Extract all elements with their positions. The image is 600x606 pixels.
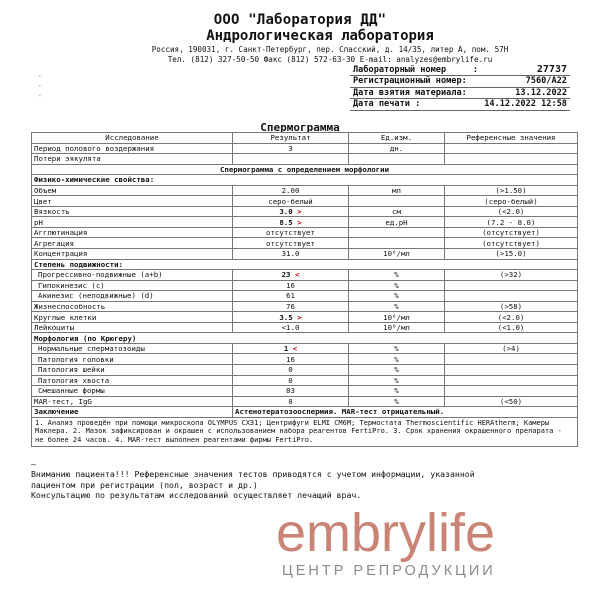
result-value: 83 bbox=[286, 386, 295, 396]
reference-cell bbox=[445, 375, 578, 386]
result-cell bbox=[233, 312, 349, 323]
meta-sep bbox=[470, 76, 481, 88]
results-table bbox=[31, 132, 578, 447]
meta-label: Дата печати : bbox=[350, 99, 470, 111]
test-name: Нормальные сперматозоиды bbox=[32, 343, 233, 354]
unit-cell bbox=[349, 238, 445, 249]
reference-cell: (>58) bbox=[445, 301, 578, 312]
result-value: 61 bbox=[286, 291, 295, 301]
test-name: Круглые клетки bbox=[32, 312, 233, 323]
unit-cell: мл bbox=[349, 185, 445, 196]
unit-cell bbox=[349, 154, 445, 165]
result-cell bbox=[233, 386, 349, 397]
result-value: 3 bbox=[288, 143, 293, 153]
table-row bbox=[32, 291, 578, 302]
result-cell bbox=[233, 301, 349, 312]
unit-cell: ед.pH bbox=[349, 217, 445, 228]
unit-cell: % bbox=[349, 386, 445, 397]
stamp-mark: • • • bbox=[38, 73, 42, 100]
notes-row bbox=[32, 417, 578, 446]
result-cell bbox=[233, 196, 349, 207]
warning-line: Вниманию пациента!!! Референсные значения тестов приводятся с учетом информации, указанной bbox=[31, 469, 475, 480]
table-row bbox=[32, 143, 578, 154]
meta-label: Регистрационный номер: bbox=[350, 76, 470, 88]
result-cell bbox=[233, 270, 349, 281]
result-cell bbox=[233, 217, 349, 228]
result-cell bbox=[233, 291, 349, 302]
table-row bbox=[32, 312, 578, 323]
table-row bbox=[32, 375, 578, 386]
table-row bbox=[32, 270, 578, 281]
test-name: Акинезис (неподвижные) (d) bbox=[32, 291, 233, 302]
meta-row bbox=[350, 99, 570, 111]
table-row bbox=[32, 301, 578, 312]
contacts-line: Тел. (812) 327-50-50 Факс (812) 572-63-30 E-mail: analyzes@embrylife.ru bbox=[167, 55, 493, 64]
reference-cell: (отсутствует) bbox=[445, 227, 578, 238]
result-cell bbox=[233, 322, 349, 333]
result-value: отсутствует bbox=[266, 228, 315, 238]
test-name: MAR-тест, IgG bbox=[32, 396, 233, 407]
test-name: Агглютинация bbox=[32, 227, 233, 238]
warning-line: Консультацию по результатам исследований осуществляет лечащий врач. bbox=[31, 490, 362, 501]
unit-cell: 10⁶/мл bbox=[349, 312, 445, 323]
reference-cell bbox=[445, 386, 578, 397]
test-name: Прогрессивно-подвижные (a+b) bbox=[32, 270, 233, 281]
column-header: Референсные значения bbox=[445, 133, 578, 144]
unit-cell: 10⁶/мл bbox=[349, 322, 445, 333]
meta-row bbox=[350, 64, 570, 76]
result-value: 8 bbox=[288, 396, 293, 406]
unit-cell: дн. bbox=[349, 143, 445, 154]
test-name: Жизнеспособность bbox=[32, 301, 233, 312]
result-cell bbox=[233, 238, 349, 249]
test-name: Цвет bbox=[32, 196, 233, 207]
result-cell bbox=[233, 365, 349, 376]
test-name: Период полового воздержания bbox=[32, 143, 233, 154]
reference-cell bbox=[445, 365, 578, 376]
result-value: 16 bbox=[286, 280, 295, 290]
result-value: 31.0 bbox=[281, 249, 300, 259]
meta-sep bbox=[470, 87, 481, 99]
meta-value: 14.12.2022 12:58 bbox=[481, 99, 570, 111]
unit-cell: 10⁶/мл bbox=[349, 249, 445, 260]
table-row bbox=[32, 343, 578, 354]
section-row bbox=[32, 175, 578, 186]
sample-meta-table bbox=[350, 64, 570, 111]
meta-value: 13.12.2022 bbox=[481, 87, 570, 99]
reference-cell bbox=[445, 291, 578, 302]
abnormal-flag: < bbox=[294, 270, 300, 280]
logo-subtitle: ЦЕНТР РЕПРОДУКЦИИ bbox=[282, 563, 496, 579]
unit-cell: % bbox=[349, 291, 445, 302]
test-name: Патология шейки bbox=[32, 365, 233, 376]
result-value: 2.00 bbox=[281, 186, 300, 195]
embrylife-logo: embrylife bbox=[276, 503, 496, 563]
address-line: Россия, 190031, г. Санкт-Петербург, пер. Спасский, д. 14/35, литер А, пом. 57Н bbox=[151, 45, 509, 54]
abnormal-flag: < bbox=[292, 344, 298, 354]
section-label: Степень подвижности: bbox=[32, 259, 578, 270]
meta-value: 7560/А22 bbox=[481, 76, 570, 88]
test-name: Патология хвоста bbox=[32, 375, 233, 386]
section-row bbox=[32, 259, 578, 270]
equipment-notes: 1. Анализ проведён при помощи микроскопа OLYMPUS CX31; Центрифуги ELMI CM6M; Термостата Thermoscientific HERAtherm; Камеры Маклера. 2. Мазок зафиксирован и окрашен с использованием набора реагентов FertiPro. 3. Срок хранения окрашенного препарата - не более 24 часов. 4. MAR-тест выполнен реагентами фирмы FertiPro. bbox=[32, 417, 578, 446]
result-value: 23 bbox=[281, 270, 291, 280]
reference-cell: (<1.0) bbox=[445, 322, 578, 333]
unit-cell: % bbox=[349, 343, 445, 354]
column-header: Ед.изм. bbox=[349, 133, 445, 144]
unit-cell: % bbox=[349, 270, 445, 281]
reference-cell bbox=[445, 280, 578, 291]
table-row bbox=[32, 249, 578, 260]
reference-cell: (<50) bbox=[445, 396, 578, 407]
result-cell bbox=[233, 343, 349, 354]
table-header-row bbox=[32, 133, 578, 144]
section-heading-row bbox=[32, 164, 578, 175]
table-row bbox=[32, 365, 578, 376]
meta-value: 27737 bbox=[481, 64, 570, 76]
table-row bbox=[32, 227, 578, 238]
column-header: Исследование bbox=[32, 133, 233, 144]
section-label: Физико-химические свойства: bbox=[32, 175, 578, 186]
result-value: 0 bbox=[288, 365, 293, 375]
result-value: <1.0 bbox=[281, 323, 300, 333]
result-cell bbox=[233, 185, 349, 196]
table-row bbox=[32, 280, 578, 291]
reference-cell bbox=[445, 143, 578, 154]
reference-cell: (7.2 - 8.0) bbox=[445, 217, 578, 228]
result-cell bbox=[233, 354, 349, 365]
result-value: 0 bbox=[288, 375, 293, 385]
table-row bbox=[32, 396, 578, 407]
laboratory-name: Андрологическая лаборатория bbox=[206, 28, 434, 44]
abnormal-flag: > bbox=[297, 312, 302, 322]
separator-line: — bbox=[31, 459, 36, 469]
reference-cell: (отсутствует) bbox=[445, 238, 578, 249]
unit-cell bbox=[349, 227, 445, 238]
reference-cell: (<2.0) bbox=[445, 312, 578, 323]
table-row bbox=[32, 322, 578, 333]
result-cell bbox=[233, 227, 349, 238]
result-value: 76 bbox=[286, 302, 295, 312]
meta-row bbox=[350, 87, 570, 99]
result-cell bbox=[233, 143, 349, 154]
patient-warning bbox=[31, 459, 571, 501]
test-name: pH bbox=[32, 217, 233, 228]
result-value: 3.0 bbox=[279, 207, 293, 217]
abnormal-flag: > bbox=[297, 207, 302, 217]
table-row bbox=[32, 238, 578, 249]
test-name: Гипокинезис (c) bbox=[32, 280, 233, 291]
section-heading: Спермограмма с определением морфологии bbox=[32, 164, 578, 175]
unit-cell: % bbox=[349, 396, 445, 407]
conclusion-label: Заключение bbox=[32, 407, 233, 418]
table-row bbox=[32, 354, 578, 365]
meta-sep: : bbox=[470, 64, 481, 76]
reference-cell: (<2.0) bbox=[445, 206, 578, 217]
result-value: 8.5 bbox=[279, 217, 293, 227]
unit-cell: см bbox=[349, 206, 445, 217]
result-cell bbox=[233, 154, 349, 165]
conclusion-text: Астенотератозооспермия. MAR-тест отрицательный. bbox=[233, 407, 578, 418]
test-name: Агрегация bbox=[32, 238, 233, 249]
result-value: отсутствует bbox=[266, 238, 315, 248]
test-name: Патология головки bbox=[32, 354, 233, 365]
unit-cell: % bbox=[349, 375, 445, 386]
reference-cell: (>32) bbox=[445, 270, 578, 281]
test-name: Объем bbox=[32, 185, 233, 196]
result-cell bbox=[233, 375, 349, 386]
test-name: Концентрация bbox=[32, 249, 233, 260]
table-row bbox=[32, 206, 578, 217]
result-cell bbox=[233, 280, 349, 291]
table-row bbox=[32, 185, 578, 196]
result-cell bbox=[233, 249, 349, 260]
warning-line: пациентом при регистрации (пол, возраст и др.) bbox=[31, 479, 258, 490]
organization-name: ООО "Лаборатория ДД" bbox=[213, 12, 387, 28]
result-value: 3.5 bbox=[279, 312, 293, 322]
reference-cell: (>15.0) bbox=[445, 249, 578, 260]
section-row bbox=[32, 333, 578, 344]
unit-cell: % bbox=[349, 301, 445, 312]
result-value: 16 bbox=[286, 354, 295, 364]
section-label: Морфология (по Крюгеру) bbox=[32, 333, 578, 344]
conclusion-row bbox=[32, 407, 578, 418]
meta-label: Лабораторный номер bbox=[350, 64, 470, 76]
result-cell bbox=[233, 206, 349, 217]
result-value: 1 bbox=[283, 344, 289, 354]
test-name: Потери эякулята bbox=[32, 154, 233, 165]
meta-row bbox=[350, 76, 570, 88]
test-name: Лейкоциты bbox=[32, 322, 233, 333]
table-row bbox=[32, 154, 578, 165]
reference-cell bbox=[445, 354, 578, 365]
abnormal-flag: > bbox=[297, 217, 302, 227]
unit-cell: % bbox=[349, 354, 445, 365]
reference-cell: (>1.50) bbox=[445, 185, 578, 196]
reference-cell: (>4) bbox=[445, 343, 578, 354]
reference-cell bbox=[445, 154, 578, 165]
meta-label: Дата взятия материала: bbox=[350, 87, 470, 99]
report-title: Спермограмма bbox=[260, 121, 340, 134]
unit-cell: % bbox=[349, 365, 445, 376]
table-row bbox=[32, 217, 578, 228]
reference-cell: (серо-белый) bbox=[445, 196, 578, 207]
column-header: Результат bbox=[233, 133, 349, 144]
table-row bbox=[32, 196, 578, 207]
unit-cell: % bbox=[349, 280, 445, 291]
meta-sep bbox=[470, 99, 481, 111]
result-cell bbox=[233, 396, 349, 407]
table-row bbox=[32, 386, 578, 397]
unit-cell bbox=[349, 196, 445, 207]
result-value: серо-белый bbox=[268, 196, 313, 206]
test-name: Смешанные формы bbox=[32, 386, 233, 397]
test-name: Вязкость bbox=[32, 206, 233, 217]
